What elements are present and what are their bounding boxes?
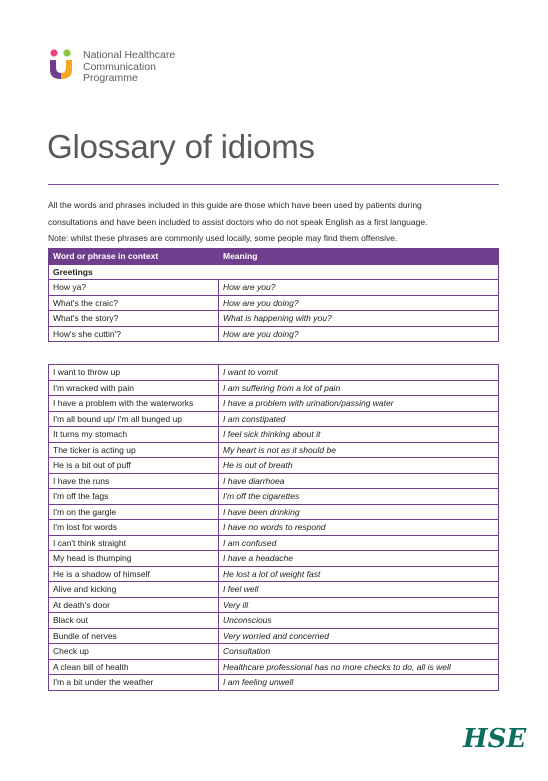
phrase-cell: Check up [49,644,219,660]
meaning-cell: How are you doing? [219,326,499,342]
meaning-cell: Healthcare professional has no more checks to do, all is well [219,659,499,675]
table-row [49,442,499,458]
meaning-cell: How are you? [219,280,499,296]
phrase-cell: I want to throw up [49,365,219,381]
table-row [49,365,499,381]
idioms-table [48,364,499,691]
meaning-cell: I have been drinking [219,504,499,520]
logo-line-3: Programme [83,72,138,84]
meaning-cell: Unconscious [219,613,499,629]
section-title-greetings: Greetings [49,264,499,280]
meaning-cell: I feel well [219,582,499,598]
meaning-cell: Consultation [219,644,499,660]
intro-line-2: consultations and have been included to assist doctors who do not speak English as a first language. [48,216,428,227]
meaning-cell: I feel sick thinking about it [219,427,499,443]
meaning-cell: I am feeling unwell [219,675,499,691]
hse-logo-text: HSE [463,724,527,754]
nhcp-logo-icon [48,48,74,82]
meaning-cell: I have diarrhoea [219,473,499,489]
meaning-cell: My heart is not as it should be [219,442,499,458]
meaning-cell: I want to vomit [219,365,499,381]
table-row [49,675,499,691]
header-phrase: Word or phrase in context [49,249,219,265]
phrase-cell: Black out [49,613,219,629]
phrase-cell: I can't think straight [49,535,219,551]
phrase-cell: At death's door [49,597,219,613]
phrase-cell: He is a bit out of puff [49,458,219,474]
table-row [49,644,499,660]
hse-logo [462,722,527,754]
table-row [49,427,499,443]
nhcp-logo [48,48,175,85]
intro-line-1: All the words and phrases included in this guide are those which have been used by patients during [48,200,422,210]
phrase-cell: I'm wracked with pain [49,380,219,396]
phrase-cell: I'm lost for words [49,520,219,536]
logo-text [83,50,175,85]
table-row [49,659,499,675]
meaning-cell: What is happening with you? [219,311,499,327]
phrase-cell: What's the story? [49,311,219,327]
table-row [49,326,499,342]
phrase-cell: How's she cuttin'? [49,326,219,342]
logo-line-1: National Healthcare [83,49,176,61]
phrase-cell: I'm on the gargle [49,504,219,520]
table-row [49,380,499,396]
intro-paragraph [48,197,503,247]
table-row [49,628,499,644]
table-row [49,520,499,536]
header-meaning: Meaning [219,249,499,265]
table-row [49,582,499,598]
meaning-cell: I have no words to respond [219,520,499,536]
table-row [49,458,499,474]
table-row [49,473,499,489]
meaning-cell: Very ill [219,597,499,613]
phrase-cell: He is a shadow of himself [49,566,219,582]
logo-line-2: Communication [83,60,156,73]
table-row [49,295,499,311]
table-row [49,411,499,427]
phrase-cell: I'm a bit under the weather [49,675,219,691]
table-row [49,551,499,567]
table-row [49,311,499,327]
page-title: Glossary of idioms [47,128,315,165]
phrase-cell: I have a problem with the waterworks [49,396,219,412]
phrase-cell: The ticker is acting up [49,442,219,458]
title-divider [48,184,499,185]
phrase-cell: Alive and kicking [49,582,219,598]
table-header-row [49,249,499,265]
table-row [49,597,499,613]
phrase-cell: A clean bill of health [49,659,219,675]
intro-line-3: Note: whilst these phrases are commonly used locally, some people may find them offensive. [48,233,398,243]
meaning-cell: I'm off the cigarettes [219,489,499,505]
table-row [49,613,499,629]
meaning-cell: I am constipated [219,411,499,427]
meaning-cell: I have a headache [219,551,499,567]
table-row [49,535,499,551]
phrase-cell: I have the runs [49,473,219,489]
phrase-cell: Bundle of nerves [49,628,219,644]
phrase-cell: It turns my stomach [49,427,219,443]
phrase-cell: My head is thumping [49,551,219,567]
table-row [49,504,499,520]
phrase-cell: I'm off the fags [49,489,219,505]
phrase-cell: I'm all bound up/ I'm all bunged up [49,411,219,427]
meaning-cell: I have a problem with urination/passing water [219,396,499,412]
table-row [49,280,499,296]
meaning-cell: I am confused [219,535,499,551]
meaning-cell: Very worried and concerned [219,628,499,644]
greetings-table [48,248,499,342]
meaning-cell: How are you doing? [219,295,499,311]
section-row [49,264,499,280]
table-row [49,396,499,412]
table-row [49,566,499,582]
table-row [49,489,499,505]
phrase-cell: What's the craic? [49,295,219,311]
phrase-cell: How ya? [49,280,219,296]
meaning-cell: I am suffering from a lot of pain [219,380,499,396]
meaning-cell: He lost a lot of weight fast [219,566,499,582]
meaning-cell: He is out of breath [219,458,499,474]
